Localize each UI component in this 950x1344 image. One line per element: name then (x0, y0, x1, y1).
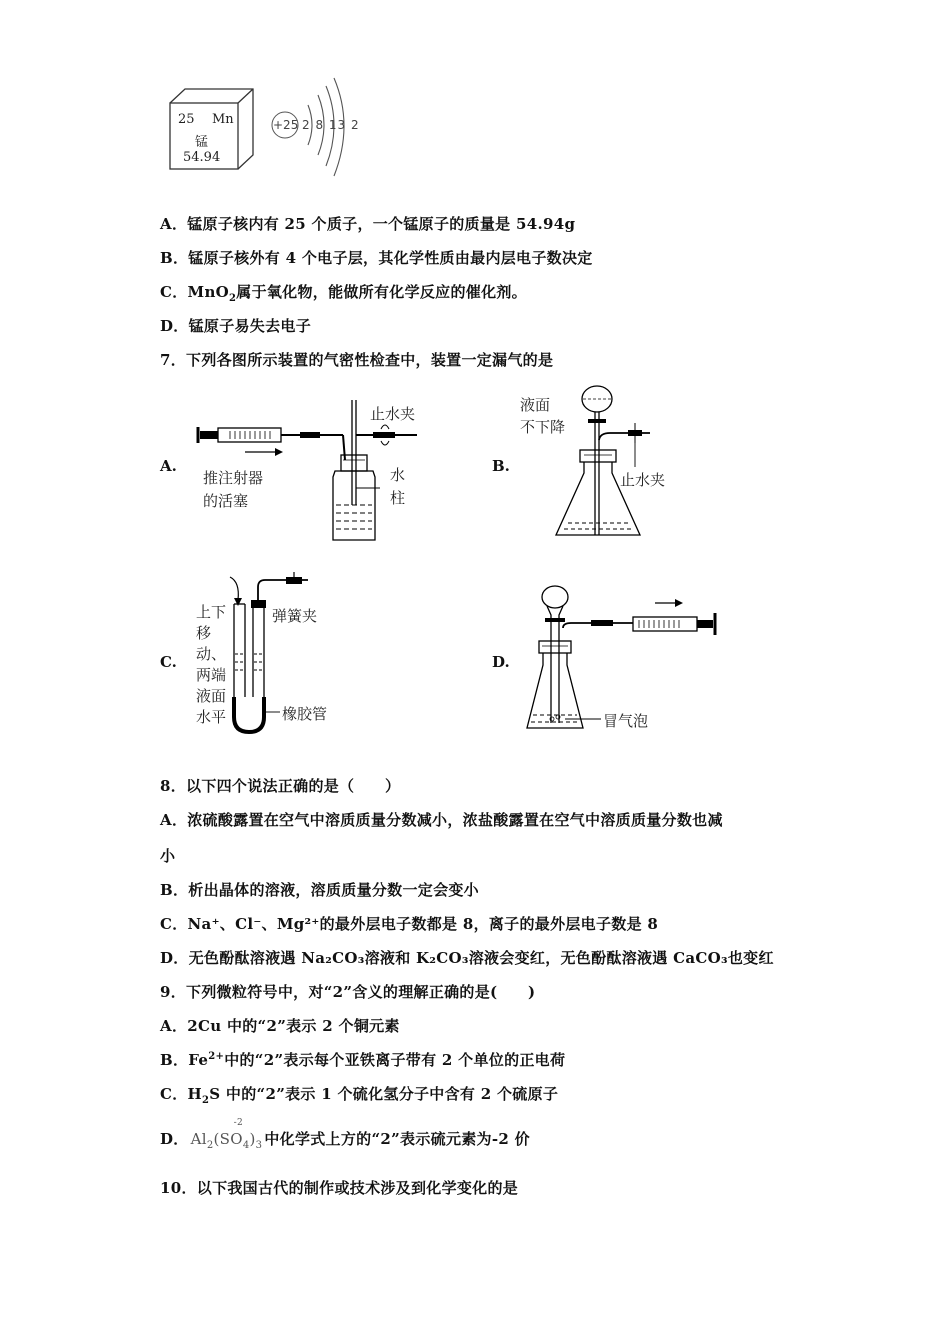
fig-c-tube-label: 橡胶管 (282, 705, 328, 723)
q9-option-a: A．2Cu 中的“2”表示 2 个铜元素 (160, 1017, 400, 1035)
q9-option-d: D． $Al_2(SO_4)_3$ -2 中化学式上方的“2”表示硫元素为-2 价 (160, 1118, 530, 1151)
q8-option-a-line-1: A．浓硫酸露置在空气中溶质质量分数减小，浓盐酸露置在空气中溶质质量分数也减 (160, 811, 723, 829)
fig-a-push-label-2: 的活塞 (203, 492, 249, 510)
element-name: 锰 (195, 135, 209, 150)
q6-option-c: C．MnO$_2$属于氧化物，能做所有化学反应的催化剂。 (160, 283, 527, 304)
fig-b-level-label-1: 液面 (520, 396, 551, 414)
q9-option-c: C．$H_2S$ 中的“2”表示 1 个硫化氢分子中含有 2 个硫原子 (160, 1085, 559, 1106)
fig-d-bubble-label: 冒气泡 (603, 712, 649, 730)
q6-option-d: D．锰原子易失去电子 (160, 317, 312, 335)
fig-a-clamp-label: 止水夹 (370, 405, 416, 423)
q7-option-c-label: C. (160, 653, 177, 671)
fig-a-water-label-2: 柱 (390, 489, 406, 507)
q7-stem: 7．下列各图所示装置的气密性检查中，装置一定漏气的是 (160, 351, 554, 369)
element-number: 25 (178, 112, 195, 127)
q8-option-d: D．无色酚酞溶液遇 Na₂CO₃溶液和 K₂CO₃溶液会变红，无色酚酞溶液遇 CaCO₃也变红 (160, 949, 774, 967)
figure-b-funnel-flask (540, 385, 670, 545)
q7-option-b-label: B. (492, 457, 510, 475)
q9-stem: 9．下列微粒符号中，对“2”含义的理解正确的是( ) (160, 983, 536, 1001)
element-symbol: Mn (212, 112, 234, 127)
q8-option-c: C．Na⁺、Cl⁻、Mg²⁺的最外层电子数都是 8，离子的最外层电子数是 8 (160, 915, 659, 933)
aluminium-sulfate-formula: $Al_2(SO_4)_3$ -2 (190, 1118, 263, 1151)
q7-option-a-label: A. (160, 457, 177, 475)
q8-option-b: B．析出晶体的溶液，溶质质量分数一定会变小 (160, 881, 479, 899)
fig-a-push-label-1: 推注射器 (203, 469, 264, 487)
fig-b-level-label-2: 不下降 (520, 418, 566, 436)
q9-option-b: B．$Fe^{2+}$中的“2”表示每个亚铁离子带有 2 个单位的正电荷 (160, 1051, 566, 1069)
atom-structure-diagram (268, 80, 358, 185)
fig-c-clip-label: 弹簧夹 (272, 607, 318, 625)
q6-option-a: A．锰原子核内有 25 个质子，一个锰原子的质量是 54.94g (160, 215, 576, 233)
element-mass: 54.94 (183, 150, 221, 165)
atom-shell-electrons: 2 8 13 2 (302, 118, 360, 132)
fig-a-water-label-1: 水 (390, 466, 406, 484)
q10-stem: 10．以下我国古代的制作或技术涉及到化学变化的是 (160, 1179, 519, 1197)
atom-nucleus-label: +25 (273, 118, 299, 132)
q6-option-b: B．锰原子核外有 4 个电子层，其化学性质由最内层电子数决定 (160, 249, 593, 267)
q8-option-a-line-2: 小 (160, 847, 176, 865)
fig-b-clamp-label: 止水夹 (620, 471, 666, 489)
q7-option-d-label: D. (492, 653, 510, 671)
fig-c-description: 上下移动、两端液面水平 (196, 603, 227, 726)
q8-stem: 8．以下四个说法正确的是（ ） (160, 777, 401, 795)
